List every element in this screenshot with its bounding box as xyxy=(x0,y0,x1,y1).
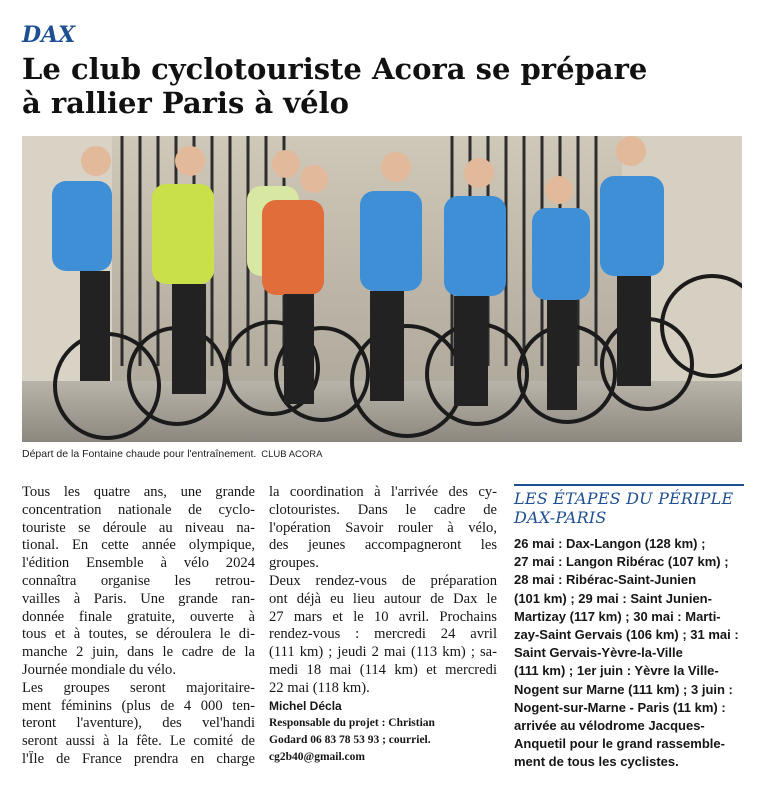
stage-line: Anquetil pour le grand rassemble- xyxy=(514,736,725,752)
text-line: 27 mars et le 10 avril. Prochains xyxy=(269,608,497,625)
section-kicker: DAX xyxy=(22,22,76,48)
text-line: l'Île de France prendra en charge xyxy=(22,750,255,767)
sidebar-title xyxy=(514,489,744,527)
text-line: connaîtra organise les retrou- xyxy=(22,572,255,589)
text-line: 22 mai (118 km). xyxy=(269,679,370,696)
text-line: ment féminins (plus de 4 000 ten- xyxy=(22,697,255,714)
stage-line: 28 mai : Ribérac-Saint-Junien xyxy=(514,572,697,588)
text-line: (111 km) ; jeudi 2 mai (113 km) ; sa- xyxy=(269,644,497,661)
headline-line-2: à rallier Paris à vélo xyxy=(22,86,349,120)
stage-line: 26 mai : Dax-Langon (128 km) ; xyxy=(514,536,706,551)
text-line: Tous les quatre ans, une grande xyxy=(22,484,255,500)
text-line: tous et à toutes, se déroulera le di- xyxy=(22,626,255,643)
text-line: manche 2 juin, dans le cadre de la xyxy=(22,644,255,661)
text-line: vailles à Paris. Une grande ran- xyxy=(22,590,255,607)
sidebar-title-line-2: DAX-PARIS xyxy=(514,508,607,527)
stage-line: ment de tous les cyclistes. xyxy=(514,754,679,770)
text-line: la coordination à l'arrivée des cy- xyxy=(269,484,497,500)
stage-line: 27 mai : Langon Ribérac (107 km) ; xyxy=(514,554,729,570)
text-line: medi 18 mai (114 km) et mercredi xyxy=(269,661,497,678)
stage-line: zay-Saint Gervais (106 km) ; 31 mai : xyxy=(514,627,739,643)
stage-line: Saint Gervais-Yèvre-la-Ville xyxy=(514,645,683,661)
author-signature: Michel Décla xyxy=(269,698,342,713)
text-line: Journée mondiale du vélo. xyxy=(22,661,177,678)
text-line: Les groupes seront majoritaire- xyxy=(22,679,255,696)
text-line: touriste se déroule au niveau na- xyxy=(22,519,255,536)
headline-line-1: Le club cyclotouriste Acora se prépare xyxy=(22,52,648,86)
caption-text: Départ de la Fontaine chaude pour l'entraînement. xyxy=(22,448,257,460)
photo-caption xyxy=(22,448,742,460)
article-column-2 xyxy=(269,484,497,766)
text-line: seront aussi à la fête. Le comité de xyxy=(22,733,255,750)
text-line: rendez-vous : mercredi 24 avril xyxy=(269,626,497,643)
article-headline xyxy=(22,52,752,120)
article-column-1 xyxy=(22,484,255,769)
text-line: des jeunes accompagneront les xyxy=(269,537,497,554)
contact-line: Godard 06 83 78 53 93 ; courriel. xyxy=(269,733,431,746)
text-line: clotouristes. Dans le cadre de xyxy=(269,501,497,518)
sidebar-stage-list xyxy=(514,535,744,772)
sidebar-stages xyxy=(514,484,744,772)
contact-email: cg2b40@gmail.com xyxy=(269,750,365,763)
group-of-cyclists-photo xyxy=(22,136,742,442)
text-line: tional. En cette année olympique, xyxy=(22,537,255,554)
text-line: ont déjà eu lieu autour de Dax le xyxy=(269,590,497,607)
sidebar-rule xyxy=(514,484,744,486)
stage-line: (101 km) ; 29 mai : Saint Junien- xyxy=(514,590,712,606)
stage-line: Martizay (117 km) ; 30 mai : Marti- xyxy=(514,608,721,624)
text-line: l'opération Savoir rouler à vélo, xyxy=(269,519,497,536)
text-line: Deux rendez-vous de préparation xyxy=(269,572,497,589)
text-line: concentration nationale de cyclo- xyxy=(22,501,255,518)
stage-line: (111 km) ; 1er juin : Yèvre la Ville- xyxy=(514,663,719,679)
stage-line: Nogent-sur-Marne - Paris (11 km) : xyxy=(514,699,726,715)
stage-line: Nogent sur Marne (111 km) ; 3 juin : xyxy=(514,681,733,697)
text-line: teront l'aventure), des vel'handi xyxy=(22,715,255,732)
text-line: donnée finale gratuite, ouverte à xyxy=(22,608,255,625)
text-line: l'édition Ensemble à vélo 2024 xyxy=(22,555,255,572)
sidebar-title-line-1: LES ÉTAPES DU PÉRIPLE xyxy=(514,489,734,508)
stage-line: arrivée au vélodrome Jacques- xyxy=(514,718,705,734)
caption-credit: CLUB ACORA xyxy=(261,449,323,460)
text-line: groupes. xyxy=(269,555,319,572)
contact-line: Responsable du projet : Christian xyxy=(269,716,435,729)
